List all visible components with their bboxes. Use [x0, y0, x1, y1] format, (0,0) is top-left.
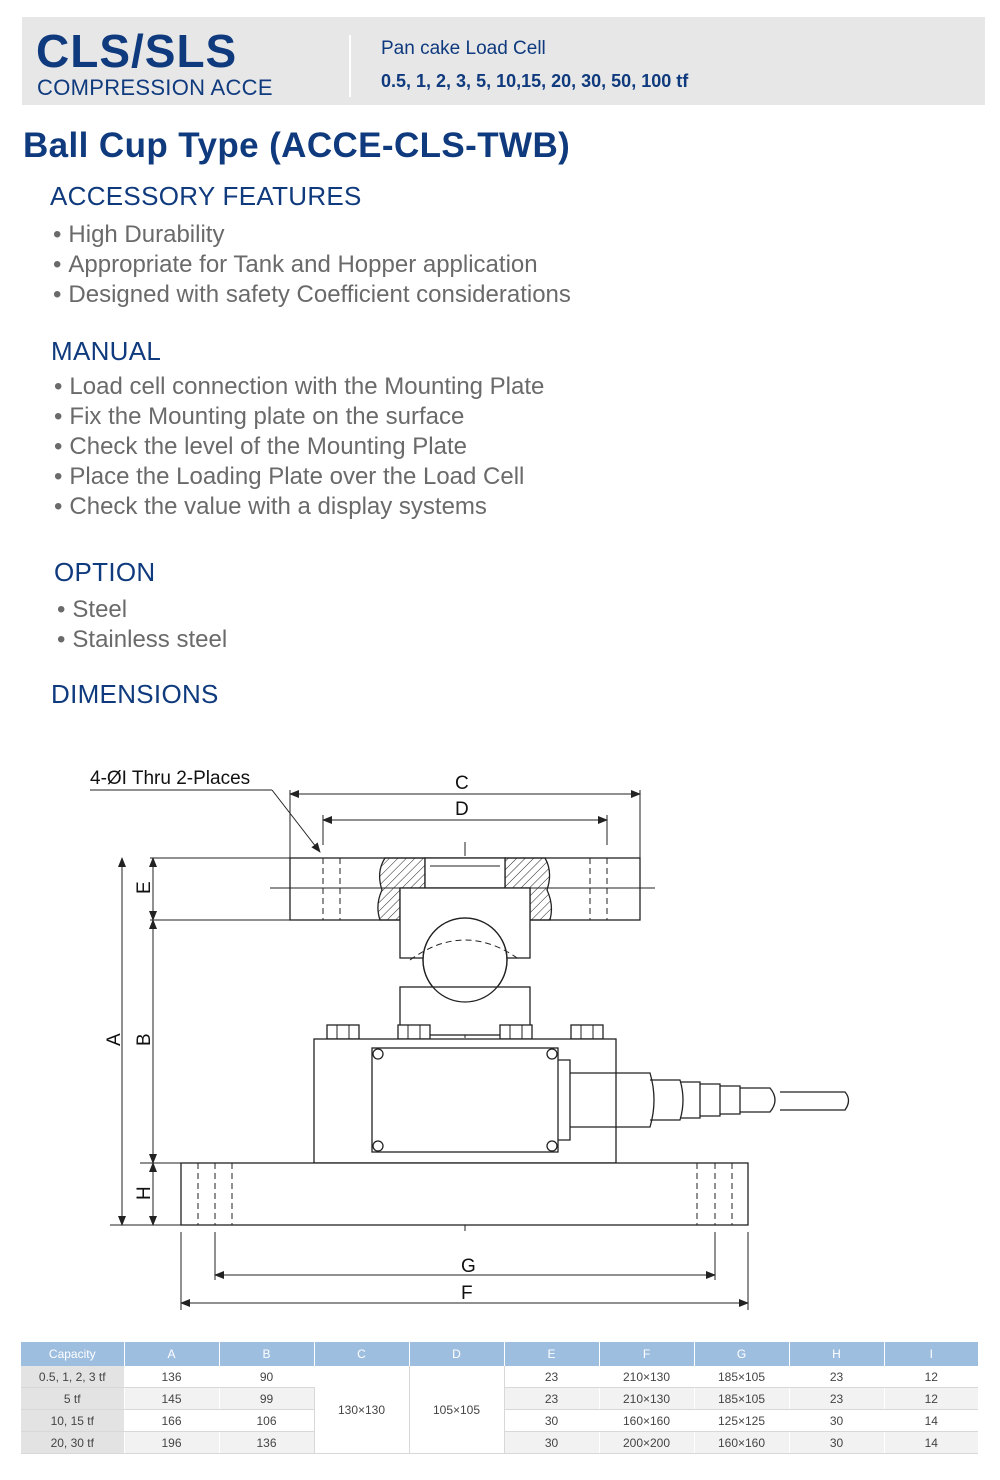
cell-c-merged: 130×130 — [314, 1366, 409, 1454]
dimension-drawing — [0, 755, 1000, 1325]
header-band — [22, 17, 985, 105]
list-item: • High Durability — [53, 220, 571, 250]
cell-capacity: 20, 30 tf — [21, 1432, 124, 1454]
list-item: • Stainless steel — [57, 625, 227, 655]
dim-label-e: E — [134, 881, 155, 894]
dim-label-f: F — [461, 1283, 473, 1304]
option-heading: OPTION — [54, 557, 156, 587]
cell-g: 160×160 — [694, 1432, 789, 1454]
holes-label: 4-ØI Thru 2-Places — [90, 768, 251, 789]
col-header: G — [694, 1342, 789, 1366]
manual-heading: MANUAL — [51, 336, 162, 366]
features-heading: ACCESSORY FEATURES — [50, 181, 362, 211]
cell-capacity: 10, 15 tf — [21, 1410, 124, 1432]
cell-h: 23 — [789, 1366, 884, 1388]
dimensions-table — [21, 1342, 978, 1454]
cell-f: 210×130 — [599, 1388, 694, 1410]
list-item: • Steel — [57, 595, 227, 625]
col-header: D — [409, 1342, 504, 1366]
option-list — [57, 595, 227, 655]
col-header: C — [314, 1342, 409, 1366]
manual-list — [54, 372, 544, 522]
header-divider — [349, 35, 351, 97]
cell-h: 30 — [789, 1432, 884, 1454]
cell-b: 99 — [219, 1388, 314, 1410]
capacity-list: 0.5, 1, 2, 3, 5, 10,15, 20, 30, 50, 100 tf — [381, 71, 689, 91]
cell-g: 185×105 — [694, 1388, 789, 1410]
table-row — [21, 1366, 978, 1388]
dimensions-heading: DIMENSIONS — [51, 679, 219, 709]
col-header: Capacity — [21, 1342, 124, 1366]
cell-h: 30 — [789, 1410, 884, 1432]
cell-b: 136 — [219, 1432, 314, 1454]
list-item: • Appropriate for Tank and Hopper application — [53, 250, 571, 280]
features-list — [53, 220, 571, 310]
product-type: Pan cake Load Cell — [381, 38, 546, 59]
list-item: • Check the level of the Mounting Plate — [54, 432, 544, 462]
model-name: CLS/SLS — [36, 25, 238, 77]
cell-f: 160×160 — [599, 1410, 694, 1432]
cell-g: 185×105 — [694, 1366, 789, 1388]
cell-i: 12 — [884, 1388, 978, 1410]
col-header: H — [789, 1342, 884, 1366]
model-subtitle: COMPRESSION ACCE — [37, 75, 273, 100]
dim-label-d: D — [455, 799, 469, 820]
cell-e: 23 — [504, 1388, 599, 1410]
page-title: Ball Cup Type (ACCE-CLS-TWB) — [23, 126, 571, 165]
dim-label-c: C — [455, 773, 469, 794]
list-item: • Place the Loading Plate over the Load Cell — [54, 462, 544, 492]
col-header: E — [504, 1342, 599, 1366]
cell-b: 106 — [219, 1410, 314, 1432]
col-header: B — [219, 1342, 314, 1366]
dim-label-h: H — [134, 1186, 155, 1200]
cell-a: 196 — [124, 1432, 219, 1454]
cell-e: 30 — [504, 1410, 599, 1432]
table-header-row — [21, 1342, 978, 1366]
cell-g: 125×125 — [694, 1410, 789, 1432]
cell-a: 136 — [124, 1366, 219, 1388]
cell-f: 210×130 — [599, 1366, 694, 1388]
cell-d-merged: 105×105 — [409, 1366, 504, 1454]
cell-f: 200×200 — [599, 1432, 694, 1454]
dim-label-a: A — [104, 1033, 125, 1046]
cell-e: 30 — [504, 1432, 599, 1454]
cell-h: 23 — [789, 1388, 884, 1410]
cell-i: 14 — [884, 1432, 978, 1454]
list-item: • Designed with safety Coefficient considerations — [53, 280, 571, 310]
list-item: • Load cell connection with the Mounting Plate — [54, 372, 544, 402]
cell-a: 166 — [124, 1410, 219, 1432]
cell-e: 23 — [504, 1366, 599, 1388]
list-item: • Check the value with a display systems — [54, 492, 544, 522]
col-header: F — [599, 1342, 694, 1366]
col-header: A — [124, 1342, 219, 1366]
dim-label-b: B — [134, 1033, 155, 1046]
cell-capacity: 5 tf — [21, 1388, 124, 1410]
cell-capacity: 0.5, 1, 2, 3 tf — [21, 1366, 124, 1388]
list-item: • Fix the Mounting plate on the surface — [54, 402, 544, 432]
dim-label-g: G — [461, 1256, 476, 1277]
cell-a: 145 — [124, 1388, 219, 1410]
cell-i: 14 — [884, 1410, 978, 1432]
cell-i: 12 — [884, 1366, 978, 1388]
cell-b: 90 — [219, 1366, 314, 1388]
col-header: I — [884, 1342, 978, 1366]
